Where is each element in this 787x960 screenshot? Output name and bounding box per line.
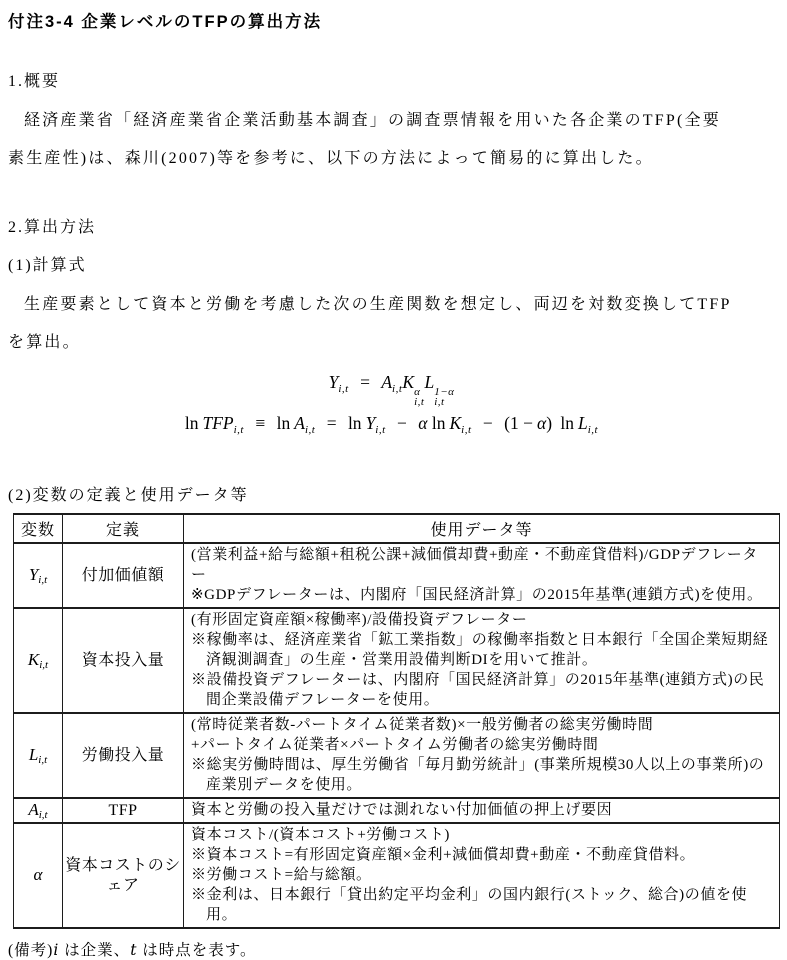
usage-note-line: ※資本コスト=有形固定資産額×金利+減価償却費+動産・不動産貸借料。 xyxy=(191,847,696,863)
formula-subscript: i,t xyxy=(375,424,386,436)
variable-symbol: L xyxy=(28,745,39,764)
var-cell xyxy=(14,543,63,608)
variable-symbol: K xyxy=(27,650,40,669)
paragraph-line: 生産要素として資本と労働を考慮した次の生産関数を想定し、両辺を対数変換してTFP xyxy=(24,296,732,313)
table-row xyxy=(14,543,780,608)
remark-note xyxy=(8,938,777,960)
tfp-log-formula xyxy=(8,407,775,440)
formula-term: A xyxy=(381,372,393,392)
formula-term: L xyxy=(424,372,435,392)
ln-operator: ln xyxy=(184,413,199,433)
formula-superscript: 1−α xyxy=(434,386,455,398)
usage-line: +パートタイム従業者×パートタイム労働者の総実労働時間 xyxy=(191,737,599,753)
formula-term: Y xyxy=(328,372,339,392)
column-header-variable: 変数 xyxy=(14,514,63,543)
section-1-heading: 1.概要 xyxy=(8,73,61,90)
remark-text: は時点を表す。 xyxy=(137,942,257,959)
remark-text: は企業、 xyxy=(59,942,131,959)
var-cell xyxy=(14,798,63,823)
usage-note-line: ※稼働率は、経済産業省「鉱工業指数」の稼働率指数と日本銀行「全国企業短期経済観測調査」の生産・営業用設備判断DIを用いて推計。 xyxy=(191,632,769,668)
paren-close: ) xyxy=(546,413,553,433)
section-2-sub2-heading: (2)変数の定義と使用データ等 xyxy=(8,487,249,504)
usage-line: (常時従業者数-パートタイム従業者数)×一般労働者の総実労働時間 xyxy=(191,717,654,733)
paren-open: (1 − xyxy=(504,413,533,433)
minus-sign: − xyxy=(397,413,407,433)
formula-term: Y xyxy=(365,413,376,433)
section-2-heading: 2.算出方法 xyxy=(8,219,97,236)
formula-subscript: i,t xyxy=(461,424,472,436)
remark-var-i: i xyxy=(53,941,60,959)
formula-term: K xyxy=(449,413,462,433)
var-cell xyxy=(14,608,63,713)
formula-term: TFP xyxy=(202,413,234,433)
usage-cell xyxy=(184,608,780,713)
variable-symbol: Y xyxy=(28,565,39,584)
table-header-row xyxy=(14,514,780,543)
formula-subscript: i,t xyxy=(414,396,425,408)
table-row xyxy=(14,713,780,798)
variable-subscript: i,t xyxy=(38,809,48,821)
production-function-formula xyxy=(8,366,775,407)
definition-cell: TFP xyxy=(63,798,184,823)
usage-line: 資本コスト/(資本コスト+労働コスト) xyxy=(191,827,451,843)
usage-line: (営業利益+給与総額+租税公課+減価償却費+動産・不動産貸借料)/GDPデフレーター xyxy=(191,547,759,583)
ln-operator: ln xyxy=(347,413,362,433)
paragraph-line: 素生産性)は、森川(2007)等を参考に、以下の方法によって簡易的に算出した。 xyxy=(8,150,654,167)
minus-sign: − xyxy=(482,413,493,433)
paragraph-line: を算出。 xyxy=(8,334,81,351)
variable-subscript: i,t xyxy=(38,574,48,586)
usage-note-line: ※金利は、日本銀行「貸出約定平均金利」の国内銀行(ストック、総合)の値を使用。 xyxy=(191,887,748,923)
formula-term: A xyxy=(294,413,305,433)
var-cell xyxy=(14,713,63,798)
variable-symbol: A xyxy=(28,800,39,819)
usage-cell xyxy=(184,798,780,823)
equals-sign: = xyxy=(360,372,370,392)
usage-note-line: ※GDPデフレーターは、内閣府「国民経済計算」の2015年基準(連鎖方式)を使用。 xyxy=(191,587,763,603)
definition-cell: 労働投入量 xyxy=(63,713,184,798)
table-row xyxy=(14,608,780,713)
usage-note-line: ※総実労働時間は、厚生労働省「毎月勤労統計」(事業所規模30人以上の事業所)の産業別データを使用。 xyxy=(191,757,765,793)
usage-cell xyxy=(184,713,780,798)
ln-operator: ln xyxy=(276,413,291,433)
variable-subscript: i,t xyxy=(38,754,48,766)
alpha-term: α xyxy=(418,413,428,433)
section-2-body xyxy=(8,286,777,362)
usage-line: (有形固定資産額×稼働率)/設備投資デフレーター xyxy=(191,612,528,628)
section-1-body xyxy=(8,102,777,178)
formula-subscript: i,t xyxy=(434,396,445,408)
sup-sub-stack xyxy=(414,387,424,407)
formula-subscript: i,t xyxy=(587,424,599,436)
usage-cell xyxy=(184,543,780,608)
formula-superscript: α xyxy=(414,386,421,398)
variable-symbol: α xyxy=(33,865,43,884)
column-header-definition: 定義 xyxy=(63,514,184,543)
table-row xyxy=(14,798,780,823)
remark-prefix: (備考) xyxy=(8,942,54,959)
remark-var-t: t xyxy=(130,941,138,959)
formula-subscript: i,t xyxy=(233,424,244,436)
section-2-sub1-heading: (1)計算式 xyxy=(8,257,87,274)
paragraph-line: 経済産業省「経済産業省企業活動基本調査」の調査票情報を用いた各企業のTFP(全要 xyxy=(24,112,721,129)
formula-subscript: i,t xyxy=(392,383,403,395)
definition-cell: 資本投入量 xyxy=(63,608,184,713)
usage-line: 資本と労働の投入量だけでは測れない付加価値の押上げ要因 xyxy=(191,802,613,818)
ln-operator: ln xyxy=(431,413,446,433)
usage-note-line: ※労働コスト=給与総額。 xyxy=(191,867,372,883)
doc-title: 付注3-4 企業レベルのTFPの算出方法 xyxy=(8,13,323,31)
ln-operator: ln xyxy=(560,413,575,433)
definition-cell: 資本コストのシェア xyxy=(63,823,184,928)
alpha-term: α xyxy=(537,413,547,433)
table-row xyxy=(14,823,780,928)
usage-cell xyxy=(184,823,780,928)
variable-definition-table xyxy=(13,513,780,929)
definition-cell: 付加価値額 xyxy=(63,543,184,608)
equivalence-sign: ≡ xyxy=(255,413,266,433)
formula-term: L xyxy=(578,413,588,433)
usage-note-line: ※設備投資デフレーターは、内閣府「国民経済計算」の2015年基準(連鎖方式)の民間企業設備デフレーターを使用。 xyxy=(191,672,765,708)
variable-subscript: i,t xyxy=(39,659,49,671)
formula-term: K xyxy=(402,372,415,392)
formula-subscript: i,t xyxy=(338,383,349,395)
formula-subscript: i,t xyxy=(304,424,316,436)
column-header-usage: 使用データ等 xyxy=(184,514,780,543)
formula-block xyxy=(8,366,775,440)
var-cell xyxy=(14,823,63,928)
sup-sub-stack xyxy=(434,387,454,407)
equals-sign: = xyxy=(326,413,337,433)
